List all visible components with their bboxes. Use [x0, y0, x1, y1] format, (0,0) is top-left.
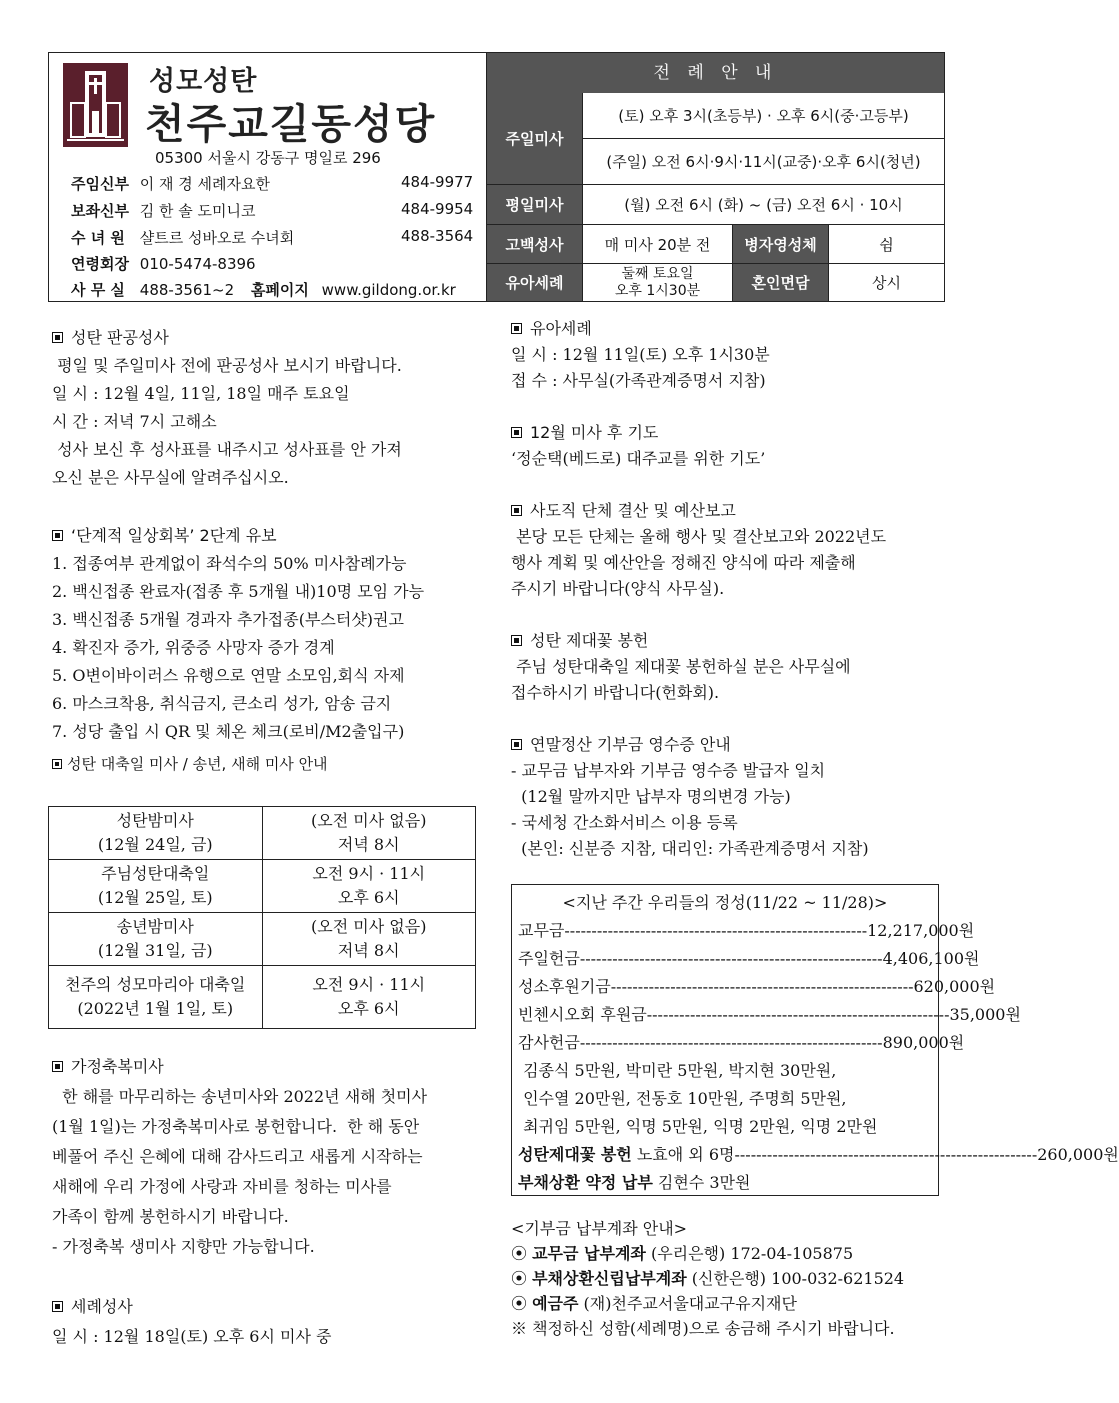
mass-date: (2022년 1월 1일, 토) [77, 999, 234, 1018]
text-line: 가족이 함께 봉헌하시기 바랍니다. [52, 1207, 289, 1226]
donor-line: 김종식 5만원, 박미란 5만원, 박지현 30만원, [518, 1061, 837, 1080]
schedule-title: 전 례 안 내 [487, 53, 944, 93]
table-cell [262, 807, 476, 860]
offering-row [518, 973, 996, 1001]
donor-line: 인수열 20만원, 전동호 10만원, 주명희 5만원, [518, 1089, 847, 1108]
staff-name: 샬트르 성바오로 수녀회 [139, 229, 295, 247]
section-title: 사도직 단체 결산 및 예산보고 [530, 501, 736, 520]
section-title: 유아세례 [530, 319, 592, 338]
text-line: 본당 모든 단체는 올해 행사 및 결산보고와 2022년도 [511, 527, 887, 546]
section-title: 12월 미사 후 기도 [530, 423, 659, 442]
mass-time: 오전 9시 · 11시 [312, 975, 426, 994]
mass-name: 주님성탄대축일 [101, 864, 210, 883]
account-row [511, 1241, 943, 1266]
square-bullet-icon [52, 1061, 63, 1072]
section-heading [511, 732, 943, 758]
square-bullet-icon [511, 323, 522, 334]
table-cell [262, 913, 476, 966]
section-heading [511, 316, 943, 342]
list-item: 3. 백신접종 5개월 경과자 추가접종(부스터샷)권고 [52, 610, 404, 629]
offering-amount: 4,406,100원 [882, 949, 980, 968]
offering-title: <지난 주간 우리들의 정성(11/22 ~ 11/28)> [562, 893, 888, 912]
mass-date: (12월 31일, 금) [97, 941, 213, 960]
sick-communion-status: 쉼 [829, 225, 944, 264]
square-bullet-icon [52, 332, 63, 343]
left-column-lower [52, 1052, 482, 1352]
account-note: ※ 책정하신 성함(세례명)으로 송금해 주시기 바랍니다. [511, 1319, 895, 1338]
account-number: (신한은행) 100-032-621524 [686, 1269, 905, 1288]
sunday-mass-label: 주일미사 [487, 93, 583, 185]
staff-phone: 010-5474-8396 [139, 255, 256, 273]
table-cell [49, 860, 263, 913]
text-line: 일 시 : 12월 18일(토) 오후 6시 미사 중 [52, 1327, 332, 1346]
text-line: 일 시 : 12월 4일, 11일, 18일 매주 토요일 [52, 384, 350, 403]
account-row [511, 1291, 943, 1316]
square-bullet-icon [511, 505, 522, 516]
offering-name: 성소후원기금 [518, 977, 611, 996]
mass-name: 성탄밤미사 [116, 811, 194, 830]
staff-convent [71, 227, 474, 248]
text-line: - 교무금 납부자와 기부금 영수증 발급자 일치 [511, 761, 826, 780]
donor-line: 최귀임 5만원, 익명 5만원, 익명 2만원, 익명 2만원 [518, 1117, 878, 1136]
office-phone: 488-3561~2 [139, 281, 235, 299]
offering-row [518, 917, 975, 945]
text-line: (본인: 신분증 지참, 대리인: 가족관계증명서 지참) [511, 839, 869, 858]
list-item: 4. 확진자 증가, 위중증 사망자 증가 경계 [52, 638, 335, 657]
parish-logo [63, 63, 128, 147]
section-heading [52, 1292, 482, 1322]
section-title: 연말정산 기부금 영수증 안내 [530, 735, 731, 754]
square-bullet-icon [52, 530, 63, 541]
list-item: 1. 접종여부 관계없이 좌석수의 50% 미사참례가능 [52, 554, 407, 573]
section-heading [52, 750, 482, 778]
list-item: 5. O변이바이러스 유행으로 연말 소모임,회식 자제 [52, 666, 405, 685]
staff-funeral-committee [71, 253, 256, 274]
circle-bullet-icon: ⦿ [511, 1294, 533, 1313]
section-heading [52, 522, 482, 550]
table-row [49, 966, 476, 1029]
infant-baptism-time: 둘째 토요일 오후 1시30분 [583, 264, 733, 301]
staff-phone: 488-3564 [401, 227, 474, 245]
section-title: 가정축복미사 [71, 1057, 164, 1076]
weekday-mass-times: (월) 오전 6시 (화) ~ (금) 오전 6시 · 10시 [583, 185, 944, 225]
text-line: 주님 성탄대축일 제대꽃 봉헌하실 분은 사무실에 [511, 657, 851, 676]
sick-communion-label: 병자영성체 [733, 225, 829, 264]
mass-name: 천주의 성모마리아 대축일 [65, 975, 246, 994]
staff-label: 사 무 실 [71, 281, 125, 299]
section-heading [52, 1052, 482, 1082]
parish-info [49, 53, 487, 301]
offering-name: 빈첸시오회 후원금 [518, 1005, 647, 1024]
right-column [511, 316, 943, 862]
offering-name: 교무금 [518, 921, 565, 940]
staff-phone: 484-9977 [401, 173, 474, 191]
bulletin-header [48, 52, 945, 302]
church-logo-icon [63, 63, 128, 147]
dash-leader: -------------------------------------------------------- [564, 921, 868, 940]
section-title: 성탄 제대꽃 봉헌 [530, 631, 649, 650]
text-line: 접 수 : 사무실(가족관계증명서 지참) [511, 371, 766, 390]
text-line: - 국세청 간소화서비스 이용 등록 [511, 813, 738, 832]
circle-bullet-icon: ⦿ [511, 1244, 533, 1263]
offering-row [518, 1141, 1119, 1169]
table-cell [49, 966, 263, 1029]
staff-label: 연령회장 [71, 255, 129, 273]
dash-leader: -------------------------------------------------------- [734, 1145, 1038, 1164]
table-cell [262, 860, 476, 913]
section-title: 성탄 대축일 미사 / 송년, 새해 미사 안내 [67, 755, 328, 773]
list-item: 7. 성당 출입 시 QR 및 체온 체크(로비/M2출입구) [52, 722, 405, 741]
list-item: 2. 백신접종 완료자(접종 후 5개월 내)10명 모임 가능 [52, 582, 425, 601]
text-line: 접수하시기 바랍니다(헌화회). [511, 683, 720, 702]
account-label: 교무금 납부계좌 [532, 1244, 646, 1263]
mass-date: (12월 24일, 금) [97, 835, 213, 854]
homepage-link[interactable]: www.gildong.or.kr [321, 281, 456, 299]
account-label: 예금주 [532, 1294, 579, 1313]
parish-address: 05300 서울시 강동구 명일로 296 [155, 149, 381, 167]
sunday-mass-sunday: (주일) 오전 6시·9시·11시(교중)·오후 6시(청년) [583, 139, 944, 185]
infant-baptism-label: 유아세례 [487, 264, 583, 301]
offering-row [518, 1001, 1021, 1029]
marriage-interview-status: 상시 [872, 274, 901, 292]
mass-time: 오후 6시 [337, 999, 400, 1018]
text-line: (12월 말까지만 납부자 명의변경 가능) [511, 787, 791, 806]
text-line: 한 해를 마무리하는 송년미사와 2022년 새해 첫미사 [52, 1087, 428, 1106]
confession-label: 고백성사 [487, 225, 583, 264]
table-row [49, 913, 476, 966]
text-line: 주시기 바랍니다(양식 사무실). [511, 579, 725, 598]
mass-time: (오전 미사 없음) [311, 917, 427, 936]
offering-row [518, 1169, 932, 1197]
text-line: 베풀어 주신 은혜에 대해 감사드리고 새롭게 시작하는 [52, 1147, 423, 1166]
text-line: 성사 보신 후 성사표를 내주시고 성사표를 안 가져 [52, 440, 402, 459]
dash-leader: -------------------------------------------------------- [579, 1033, 883, 1052]
staff-label: 주임신부 [71, 175, 129, 193]
table-row [49, 860, 476, 913]
text-line: 행사 계획 및 예산안을 정해진 양식에 따라 제출해 [511, 553, 856, 572]
parish-subtitle: 성모성탄 [149, 66, 258, 97]
offering-amount: 890,000원 [882, 1033, 965, 1052]
text-line: - 가정축복 생미사 지향만 가능합니다. [52, 1237, 315, 1256]
mass-time: 오전 9시 · 11시 [312, 864, 426, 883]
account-row [511, 1266, 943, 1291]
mass-date: (12월 25일, 토) [97, 888, 213, 907]
account-holder: (재)천주교서울대교구유지재단 [578, 1294, 797, 1313]
confession-time: 매 미사 20분 전 [583, 225, 733, 264]
mass-time: 저녁 8시 [337, 941, 400, 960]
offering-row [518, 1029, 965, 1057]
offering-amount: 620,000원 [913, 977, 996, 996]
circle-bullet-icon: ⦿ [511, 1269, 533, 1288]
section-title: 성탄 판공성사 [71, 328, 169, 347]
staff-label: 수 녀 원 [71, 229, 125, 247]
dash-leader: -------------------------------------------------------- [579, 949, 883, 968]
staff-assistant [71, 200, 474, 221]
donor-names: 김현수 3만원 [652, 1173, 751, 1192]
square-bullet-icon [52, 759, 62, 769]
offering-row [518, 945, 980, 973]
account-number: (우리은행) 172-04-105875 [645, 1244, 854, 1263]
homepage-label: 홈페이지 [250, 281, 309, 299]
table-cell [49, 913, 263, 966]
mass-time: 저녁 8시 [337, 835, 400, 854]
parish-name: 천주교길동성당 [145, 100, 437, 148]
staff-phone: 484-9954 [401, 200, 474, 218]
mass-name: 송년밤미사 [116, 917, 194, 936]
text-line: (1월 1일)는 가정축복미사로 봉헌합니다. 한 해 동안 [52, 1117, 420, 1136]
offering-amount: 260,000원 [1037, 1145, 1119, 1164]
sunday-mass-saturday: (토) 오후 3시(초등부) · 오후 6시(중·고등부) [583, 93, 944, 139]
weekday-mass-label: 평일미사 [487, 185, 583, 225]
offering-amount: 12,217,000원 [867, 921, 975, 940]
square-bullet-icon [511, 427, 522, 438]
marriage-interview-label: 혼인면담 [733, 264, 829, 301]
offering-name: 부채상환 약정 납부 [518, 1173, 653, 1192]
list-item: 6. 마스크착용, 취식금지, 큰소리 성가, 암송 금지 [52, 694, 392, 713]
donor-names: 노효애 외 6명 [631, 1145, 735, 1164]
section-title: 세례성사 [71, 1297, 133, 1316]
text-line: 시 간 : 저녁 7시 고해소 [52, 412, 217, 431]
offering-name: 감사헌금 [518, 1033, 580, 1052]
square-bullet-icon [511, 635, 522, 646]
account-label: 부채상환신립납부계좌 [532, 1269, 687, 1288]
table-cell [49, 807, 263, 860]
liturgy-schedule [487, 53, 944, 301]
mass-time: (오전 미사 없음) [311, 811, 427, 830]
staff-pastor [71, 173, 474, 194]
text-line: 일 시 : 12월 11일(토) 오후 1시30분 [511, 345, 770, 364]
section-title: ‘단계적 일상회복’ 2단계 유보 [71, 526, 277, 545]
account-title: <기부금 납부계좌 안내> [511, 1219, 688, 1238]
dash-leader: -------------------------------------------------------- [610, 977, 914, 996]
text-line: 평일 및 주일미사 전에 판공성사 보시기 바랍니다. [52, 356, 402, 375]
staff-name: 김 한 솔 도미니코 [139, 202, 256, 220]
left-column [52, 324, 482, 778]
christmas-mass-table [48, 806, 476, 1029]
offering-name: 주일헌금 [518, 949, 580, 968]
square-bullet-icon [52, 1301, 63, 1312]
section-heading [511, 420, 943, 446]
mass-time: 오후 6시 [337, 888, 400, 907]
staff-label: 보좌신부 [71, 202, 129, 220]
text-line: ‘정순택(베드로) 대주교를 위한 기도’ [511, 449, 766, 468]
staff-office [71, 279, 456, 300]
square-bullet-icon [511, 739, 522, 750]
text-line: 새해에 우리 가정에 사랑과 자비를 청하는 미사를 [52, 1177, 392, 1196]
dash-leader: -------------------------------------------------------- [646, 1005, 950, 1024]
text-line: 오신 분은 사무실에 알려주십시오. [52, 468, 289, 487]
weekly-offering-box [511, 884, 1119, 1196]
account-info [511, 1216, 943, 1341]
section-heading [511, 628, 943, 654]
staff-name: 이 재 경 세례자요한 [139, 175, 271, 193]
table-cell [262, 966, 476, 1029]
offering-name: 성탄제대꽃 봉헌 [518, 1145, 632, 1164]
section-heading [511, 498, 943, 524]
section-heading [52, 324, 482, 352]
table-row [49, 807, 476, 860]
offering-amount: 35,000원 [949, 1005, 1021, 1024]
